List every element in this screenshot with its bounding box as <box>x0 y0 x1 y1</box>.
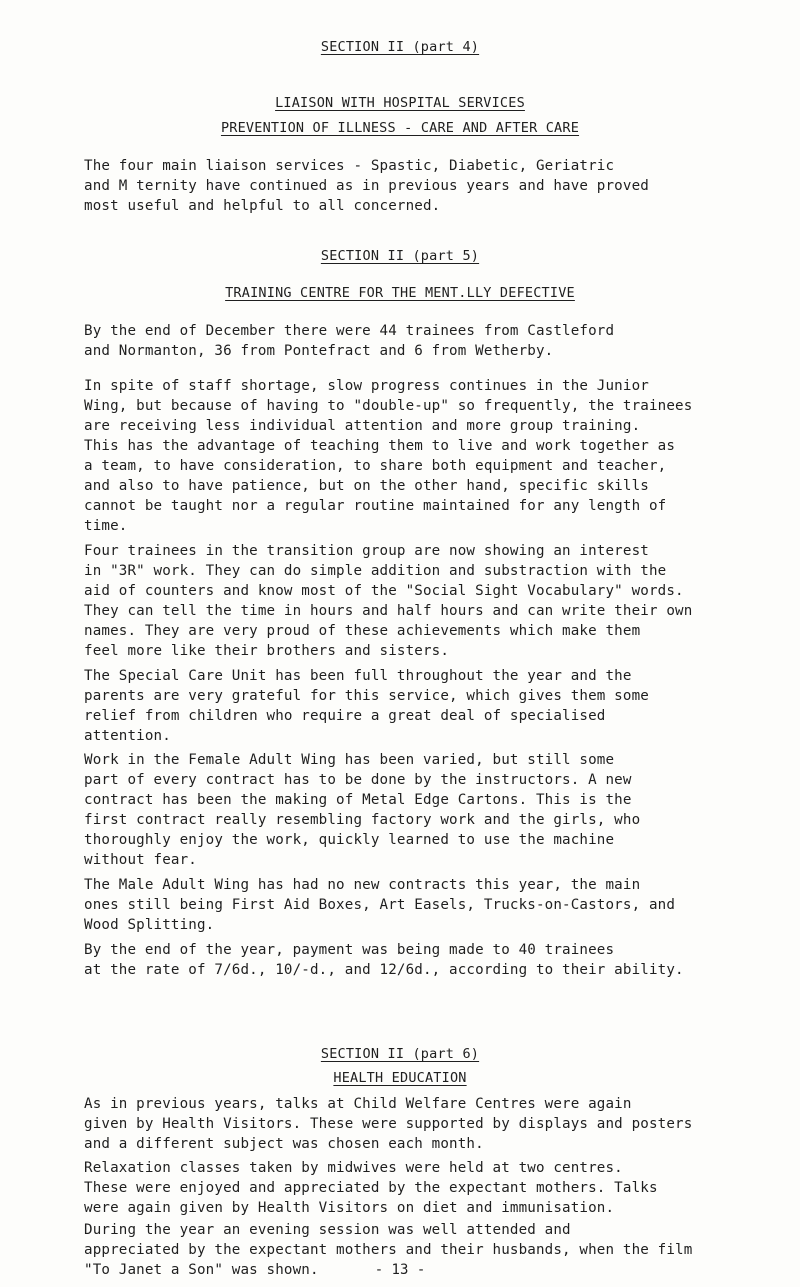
section-heading: SECTION II (part 4) <box>320 39 480 55</box>
paragraph: During the year an evening session was well attended and appreciated by the expectant mothers and their husbands, when the film "To Janet a Son" was shown. <box>84 1222 693 1278</box>
paragraph: By the end of the year, payment was being made to 40 trainees at the rate of 7/6d., 10/-d., and 12/6d., according to their ability. <box>84 942 684 978</box>
subsection-heading: PREVENTION OF ILLNESS - CARE AND AFTER CARE <box>220 120 580 136</box>
section-heading: SECTION II (part 5) <box>320 248 480 264</box>
paragraph: The Male Adult Wing has had no new contracts this year, the main ones still being First Aid Boxes, Art Easels, Trucks-on-Castors, and Wood Splitting. <box>84 877 676 933</box>
paragraph: The Special Care Unit has been full throughout the year and the parents are very grateful for this service, which gives them some relief from children who require a great deal of specialised attention. <box>84 668 649 744</box>
subsection-heading: LIAISON WITH HOSPITAL SERVICES <box>275 95 525 111</box>
paragraph: Relaxation classes taken by midwives were held at two centres. These were enjoyed and appreciated by the expectant mothers. Talks were again given by Health Visitors on diet and immunisation. <box>84 1160 658 1216</box>
subsection-heading: HEALTH EDUCATION <box>333 1070 467 1086</box>
section-heading: SECTION II (part 6) <box>320 1046 480 1062</box>
paragraph: As in previous years, talks at Child Welfare Centres were again given by Health Visitors. These were supported by displays and posters and a different subject was chosen each month. <box>84 1096 693 1152</box>
page-number: - 13 - <box>374 1262 426 1278</box>
paragraph: In spite of staff shortage, slow progress continues in the Junior Wing, but because of having to "double-up" so frequently, the trainees are receiving less individual attention and more group training. This has the advantage of teaching them to live and work together as a team, to have consideration, to share both equipment and teacher, and also to have patience, but on the other hand, specific skills cannot be taught nor a regular routine maintained for any length of time. <box>84 378 693 534</box>
paragraph: By the end of December there were 44 trainees from Castleford and Normanton, 36 from Pontefract and 6 from Wetherby. <box>84 323 615 359</box>
paragraph: Work in the Female Adult Wing has been varied, but still some part of every contract has to be done by the instructors. A new contract has been the making of Metal Edge Cartons. This is the first contract really resembling factory work and the girls, who thoroughly enjoy the work, quickly learned to use the machine without fear. <box>84 752 641 868</box>
subsection-heading: TRAINING CENTRE FOR THE MENT.LLY DEFECTIVE <box>225 285 575 301</box>
paragraph: Four trainees in the transition group are now showing an interest in "3R" work. They can do simple addition and substraction with the aid of counters and know most of the "Social Sight Vocabulary" words. They can tell the time in hours and half hours and can write their own names. They are very proud of these achievements which make them feel more like their brothers and sisters. <box>84 543 693 659</box>
paragraph: The four main liaison services - Spastic, Diabetic, Geriatric and M ternity have continued as in previous years and have proved most useful and helpful to all concerned. <box>84 158 649 214</box>
